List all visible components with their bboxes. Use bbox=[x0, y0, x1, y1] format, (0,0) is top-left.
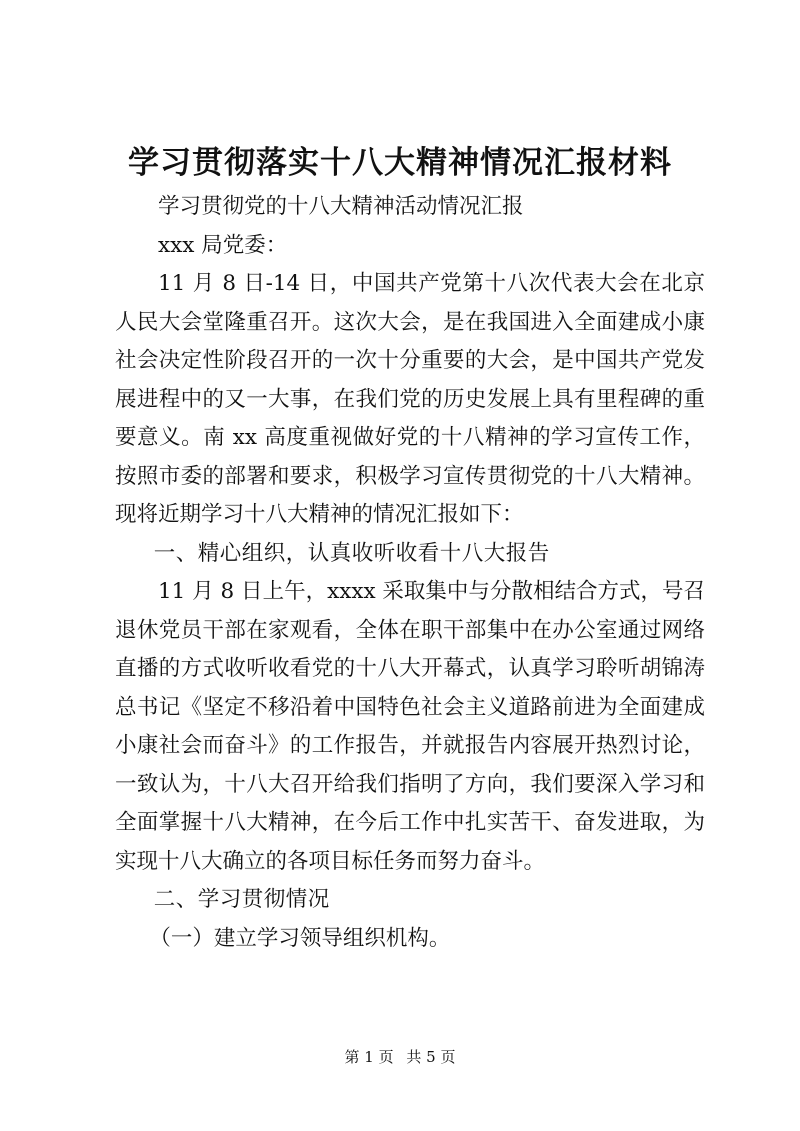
document-title: 学习贯彻落实十八大精神情况汇报材料 bbox=[128, 145, 672, 181]
page-total: 共 5 页 bbox=[406, 1048, 456, 1066]
addressee-line: xxx 局党委： bbox=[158, 232, 288, 258]
document-subtitle: 学习贯彻党的十八大精神活动情况汇报 bbox=[158, 194, 524, 219]
document-body bbox=[115, 188, 705, 958]
subsection-heading: （一）建立学习领导组织机构。 bbox=[149, 925, 451, 951]
section-heading: 二、学习贯彻情况 bbox=[153, 887, 330, 912]
body-paragraph: 11 月 8 日-14 日，中国共产党第十八次代表大会在北京人民大会堂隆重召开。这次大会，是在我国进入全面建成小康社会决定性阶段召开的一次十分重要的大会，是中国共产党发展进程中的又一大事，在我们党的历史发展上具有里程碑的重要意义。南 xx 高度重视做好党的十八精神的学习宣传工作，按照市委的部署和要求，积极学习宣传贯彻党的十八大精神。现将近期学习十八大精神的情况汇报如下： bbox=[115, 271, 705, 527]
section-heading: 一、精心组织，认真收听收看十八大报告 bbox=[153, 540, 550, 566]
page-footer bbox=[0, 1047, 800, 1067]
body-paragraph: 11 月 8 日上午，xxxx 采取集中与分散相结合方式，号召退休党员干部在家观看，全体在职干部集中在办公室通过网络直播的方式收听收看党的十八大开幕式，认真学习聆听胡锦涛总书记《坚定不移沿着中国特色社会主义道路前进为全面建成小康社会而奋斗》的工作报告，并就报告内容展开热烈讨论，一致认为，十八大召开给我们指明了方向，我们要深入学习和全面掌握十八大精神，在今后工作中扎实苦干、奋发进取，为实现十八大确立的各项目标任务而努力奋斗。 bbox=[115, 579, 705, 874]
page-number: 第 1 页 bbox=[344, 1048, 394, 1066]
